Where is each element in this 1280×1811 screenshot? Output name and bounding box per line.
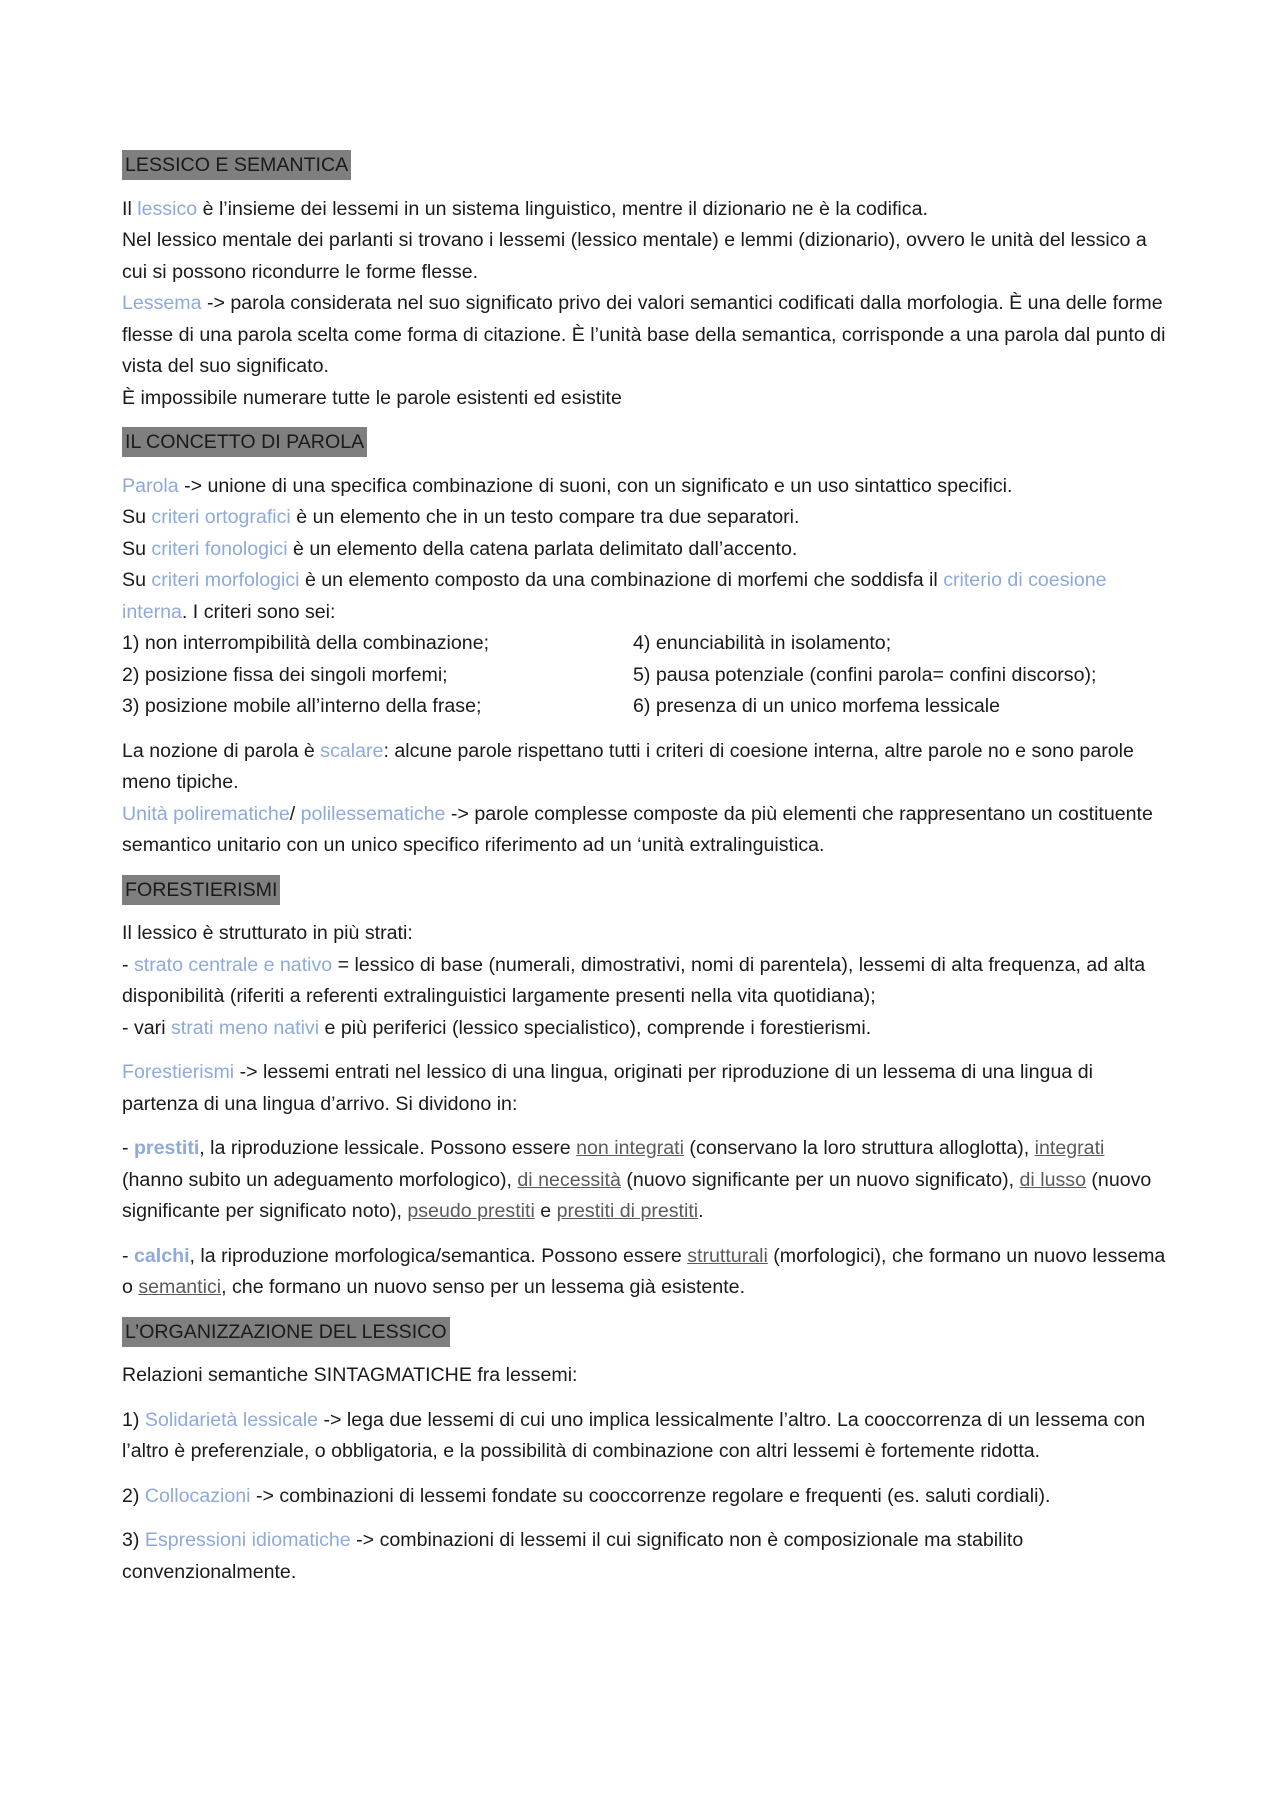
- paragraph: [122, 194, 1167, 226]
- text: -> combinazioni di lessemi fondate su cooccorrenze regolare e frequenti (es. saluti cordiali).: [250, 1484, 1051, 1507]
- paragraph: [122, 565, 1167, 628]
- text: è un elemento composto da una combinazione di morfemi che soddisfa il: [299, 569, 944, 591]
- text: (nuovo significante per un nuovo significato),: [620, 1168, 1020, 1191]
- term-di-necessita: di necessità: [517, 1168, 621, 1191]
- text: 3): [122, 1529, 145, 1551]
- text: - vari: [122, 1016, 171, 1039]
- text: , la riproduzione lessicale. Possono essere: [199, 1137, 577, 1159]
- text: e più periferici (lessico specialistico), comprende i forestierismi.: [319, 1016, 872, 1039]
- list-item: 6) presenza di un unico morfema lessicale: [633, 695, 1001, 717]
- term-strutturali: strutturali: [687, 1244, 768, 1267]
- text: -> lega due lessemi di cui uno implica lessicalmente l’altro. La cooccorrenza di un lessema con l’altro è preferenziale, o obbligatoria, e la possibilità di combinazione con altri lessemi è fortemente ridotta.: [122, 1408, 1146, 1462]
- text: (conservano la loro struttura alloglotta),: [683, 1137, 1035, 1159]
- term-integrati: integrati: [1034, 1137, 1105, 1159]
- text: = lessico di base (numerali, dimostrativi, nomi di parentela), lessemi di alta frequenza, ad alta disponibilità (riferiti a referenti extralinguistici largamente presenti nella vita quotidiana);: [122, 953, 1146, 1007]
- term-strato-centrale: strato centrale e nativo: [133, 953, 333, 976]
- term-prestiti: prestiti: [133, 1137, 200, 1159]
- text: .: [698, 1200, 704, 1222]
- term-prestiti-di-prestiti: prestiti di prestiti: [556, 1200, 699, 1222]
- term-polirematiche: Unità polirematiche: [122, 802, 290, 825]
- section-heading-lessico: LESSICO E SEMANTICA: [122, 150, 351, 180]
- text: Il: [122, 197, 138, 220]
- text: -: [122, 953, 134, 976]
- paragraph: [122, 1241, 1167, 1304]
- text: -> unione di una specifica combinazione di suoni, con un significato e un uso sintattico specifici.: [178, 474, 1013, 497]
- term-coesione-interna: criterio di coesione interna: [122, 569, 1107, 623]
- paragraph: [122, 288, 1167, 383]
- term-scalare: scalare: [320, 739, 384, 762]
- text: -> lessemi entrati nel lessico di una lingua, originati per riproduzione di un lessema di una lingua di partenza di una lingua d’arrivo. Si dividono in:: [122, 1061, 1093, 1115]
- text: Su: [122, 569, 152, 591]
- text: Su: [122, 537, 152, 560]
- paragraph: Nel lessico mentale dei parlanti si trovano i lessemi (lessico mentale) e lemmi (dizionario), ovvero le unità del lessico a cui si possono ricondurre le forme flesse.: [122, 229, 1147, 283]
- term-non-integrati: non integrati: [576, 1137, 684, 1159]
- list-item: 2) posizione fissa dei singoli morfemi;: [122, 663, 448, 686]
- list-item: 4) enunciabilità in isolamento;: [633, 632, 892, 654]
- term-lessico: lessico: [137, 197, 198, 220]
- list-item: 3) posizione mobile all’interno della frase;: [122, 695, 482, 717]
- text: 2): [122, 1484, 145, 1507]
- paragraph: Il lessico è strutturato in più strati:: [122, 922, 413, 944]
- term-pseudo-prestiti: pseudo prestiti: [407, 1200, 535, 1222]
- text: La nozione di parola è: [122, 739, 321, 762]
- text: è l’insieme dei lessemi in un sistema linguistico, mentre il dizionario ne è la codifica.: [197, 197, 928, 220]
- text: è un elemento della catena parlata delimitato dall’accento.: [287, 537, 798, 560]
- criteria-list: [122, 628, 1167, 723]
- document-body: [122, 150, 1167, 1588]
- paragraph: [122, 950, 1167, 1013]
- paragraph: Relazioni semantiche SINTAGMATICHE fra lessemi:: [122, 1364, 578, 1386]
- text: -: [122, 1244, 134, 1267]
- term-polilessematiche: polilessematiche: [300, 802, 446, 825]
- text: Su: [122, 506, 152, 528]
- text: , la riproduzione morfologica/semantica. Possono essere: [189, 1244, 688, 1267]
- list-item: 5) pausa potenziale (confini parola= confini discorso);: [633, 663, 1097, 686]
- text: /: [289, 802, 301, 825]
- criteria-column-right: [633, 628, 1167, 723]
- term-forestierismi: Forestierismi: [122, 1061, 235, 1083]
- term-criteri-ortografici: criteri ortografici: [151, 506, 291, 528]
- text: 1): [122, 1408, 145, 1431]
- text: -> parola considerata nel suo significato privo dei valori semantici codificati dalla morfologia. È una delle forme flesse di una parola scelta come forma di citazione. È l’unità base della semantica, corrisponde a una parola dal punto di vista del suo significato.: [122, 292, 1166, 377]
- term-espressioni-idiomatiche: Espressioni idiomatiche: [144, 1529, 351, 1551]
- term-collocazioni: Collocazioni: [144, 1484, 251, 1507]
- text: , che formano un nuovo senso per un lessema già esistente.: [221, 1276, 746, 1298]
- term-parola: Parola: [122, 474, 179, 497]
- text: . I criteri sono sei:: [181, 600, 336, 623]
- paragraph: [122, 1013, 1167, 1045]
- section-heading-organizzazione: L’ORGANIZZAZIONE DEL LESSICO: [122, 1317, 450, 1347]
- paragraph: [122, 1481, 1167, 1513]
- text: (hanno subito un adeguamento morfologico),: [122, 1168, 518, 1191]
- text: e: [534, 1200, 557, 1222]
- section-heading-forestierismi: FORESTIERISMI: [122, 875, 280, 905]
- term-calchi: calchi: [133, 1244, 190, 1267]
- paragraph: [122, 799, 1167, 862]
- paragraph: [122, 1133, 1167, 1228]
- paragraph: [122, 736, 1167, 799]
- paragraph: [122, 502, 1167, 534]
- text: (nuovo significante per significato noto),: [122, 1168, 1152, 1222]
- criteria-column-left: [122, 628, 633, 723]
- term-lessema: Lessema: [122, 292, 202, 314]
- paragraph: [122, 1405, 1167, 1468]
- term-criteri-morfologici: criteri morfologici: [151, 569, 300, 591]
- term-solidarieta-lessicale: Solidarietà lessicale: [144, 1408, 319, 1431]
- term-criteri-fonologici: criteri fonologici: [151, 537, 288, 560]
- paragraph: [122, 471, 1167, 503]
- paragraph: [122, 534, 1167, 566]
- term-semantici: semantici: [138, 1276, 222, 1298]
- list-item: 1) non interrompibilità della combinazione;: [122, 632, 490, 654]
- text: -: [122, 1137, 134, 1159]
- term-strati-meno-nativi: strati meno nativi: [170, 1016, 320, 1039]
- text: : alcune parole rispettano tutti i criteri di coesione interna, altre parole no e sono parole meno tipiche.: [122, 739, 1134, 793]
- text: -> parole complesse composte da più elementi che rappresentano un costituente semantico unitario con un unico specifico riferimento ad un ‘unità extralinguistica.: [122, 802, 1153, 856]
- paragraph: [122, 1057, 1167, 1120]
- text: è un elemento che in un testo compare tra due separatori.: [290, 506, 800, 528]
- text: (morfologici), che formano un nuovo lessema o: [122, 1244, 1166, 1298]
- text: -> combinazioni di lessemi il cui significato non è composizionale ma stabilito convenzionalmente.: [122, 1529, 1024, 1583]
- paragraph: [122, 1525, 1167, 1588]
- term-di-lusso: di lusso: [1019, 1168, 1086, 1191]
- section-heading-parola: IL CONCETTO DI PAROLA: [122, 427, 367, 457]
- paragraph: È impossibile numerare tutte le parole esistenti ed esistite: [122, 386, 622, 409]
